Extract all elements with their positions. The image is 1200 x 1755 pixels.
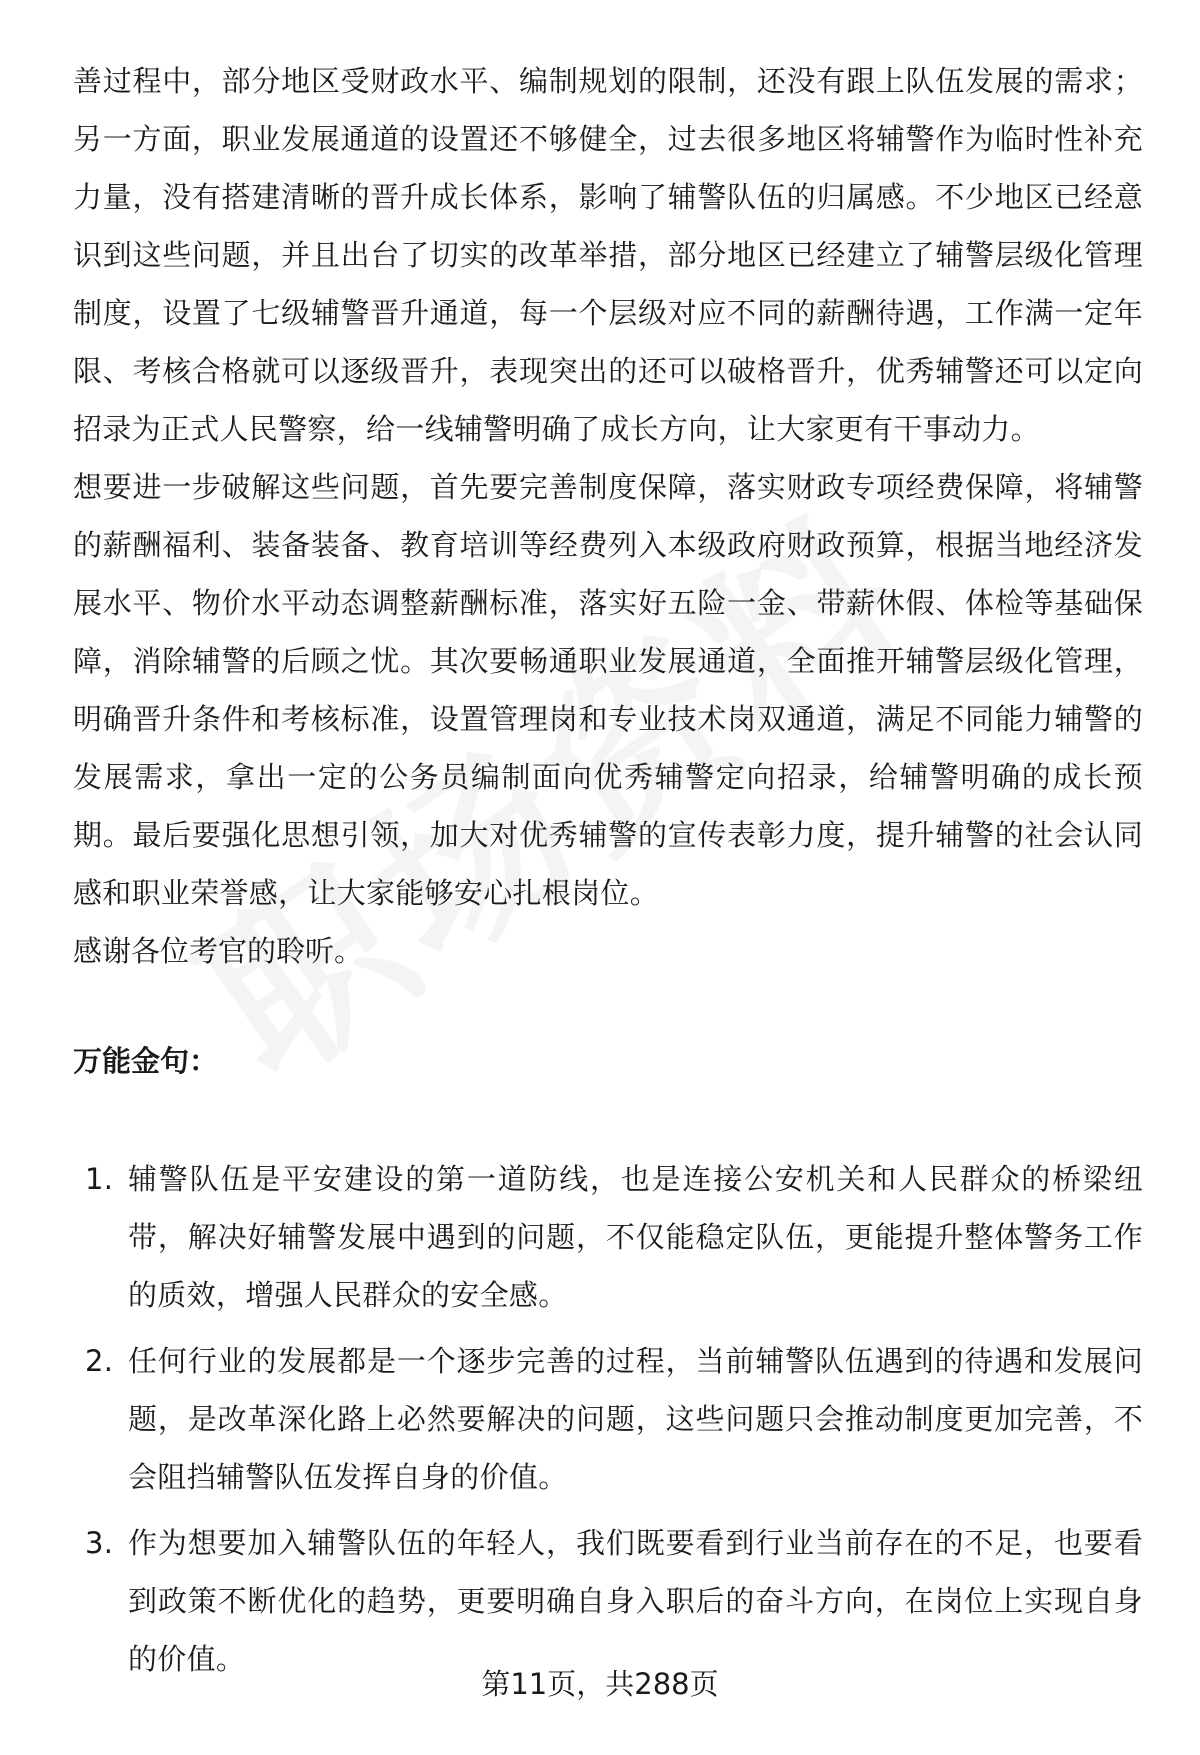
quote-item-2	[73, 1332, 1143, 1506]
quote-number: 3.	[85, 1526, 114, 1560]
quote-text: 作为想要加入辅警队伍的年轻人，我们既要看到行业当前存在的不足，也要看到政策不断优化的趋势，更要明确自身入职后的奋斗方向，在岗位上实现自身的价值。	[128, 1526, 1143, 1676]
closing-line: 感谢各位考官的聆听。	[73, 934, 364, 968]
document-page	[73, 52, 1143, 1696]
quote-number: 1.	[85, 1162, 114, 1196]
page-number-footer: 第11页，共288页	[481, 1667, 719, 1701]
quote-number: 2.	[85, 1344, 114, 1378]
quote-item-1	[73, 1150, 1143, 1324]
section-heading: 万能金句：	[73, 1044, 219, 1078]
body-paragraph-1: 善过程中，部分地区受财政水平、编制规划的限制，还没有跟上队伍发展的需求；另一方面，职业发展通道的设置还不够健全，过去很多地区将辅警作为临时性补充力量，没有搭建清晰的晋升成长体系，影响了辅警队伍的归属感。不少地区已经意识到这些问题，并且出台了切实的改革举措，部分地区已经建立了辅警层级化管理制度，设置了七级辅警晋升通道，每一个层级对应不同的薪酬待遇，工作满一定年限、考核合格就可以逐级晋升，表现突出的还可以破格晋升，优秀辅警还可以定向招录为正式人民警察，给一线辅警明确了成长方向，让大家更有干事动力。	[73, 64, 1143, 446]
quote-text: 辅警队伍是平安建设的第一道防线，也是连接公安机关和人民群众的桥梁纽带，解决好辅警发展中遇到的问题，不仅能稳定队伍，更能提升整体警务工作的质效，增强人民群众的安全感。	[128, 1162, 1143, 1312]
quote-text: 任何行业的发展都是一个逐步完善的过程，当前辅警队伍遇到的待遇和发展问题，是改革深化路上必然要解决的问题，这些问题只会推动制度更加完善，不会阻挡辅警队伍发挥自身的价值。	[128, 1344, 1143, 1494]
body-paragraph-2: 想要进一步破解这些问题，首先要完善制度保障，落实财政专项经费保障，将辅警的薪酬福利、装备装备、教育培训等经费列入本级政府财政预算，根据当地经济发展水平、物价水平动态调整薪酬标准，落实好五险一金、带薪休假、体检等基础保障，消除辅警的后顾之忧。其次要畅通职业发展通道，全面推开辅警层级化管理，明确晋升条件和考核标准，设置管理岗和专业技术岗双通道，满足不同能力辅警的发展需求，拿出一定的公务员编制面向优秀辅警定向招录，给辅警明确的成长预期。最后要强化思想引领，加大对优秀辅警的宣传表彰力度，提升辅警的社会认同感和职业荣誉感，让大家能够安心扎根岗位。	[73, 470, 1143, 910]
quote-list	[73, 1150, 1143, 1688]
